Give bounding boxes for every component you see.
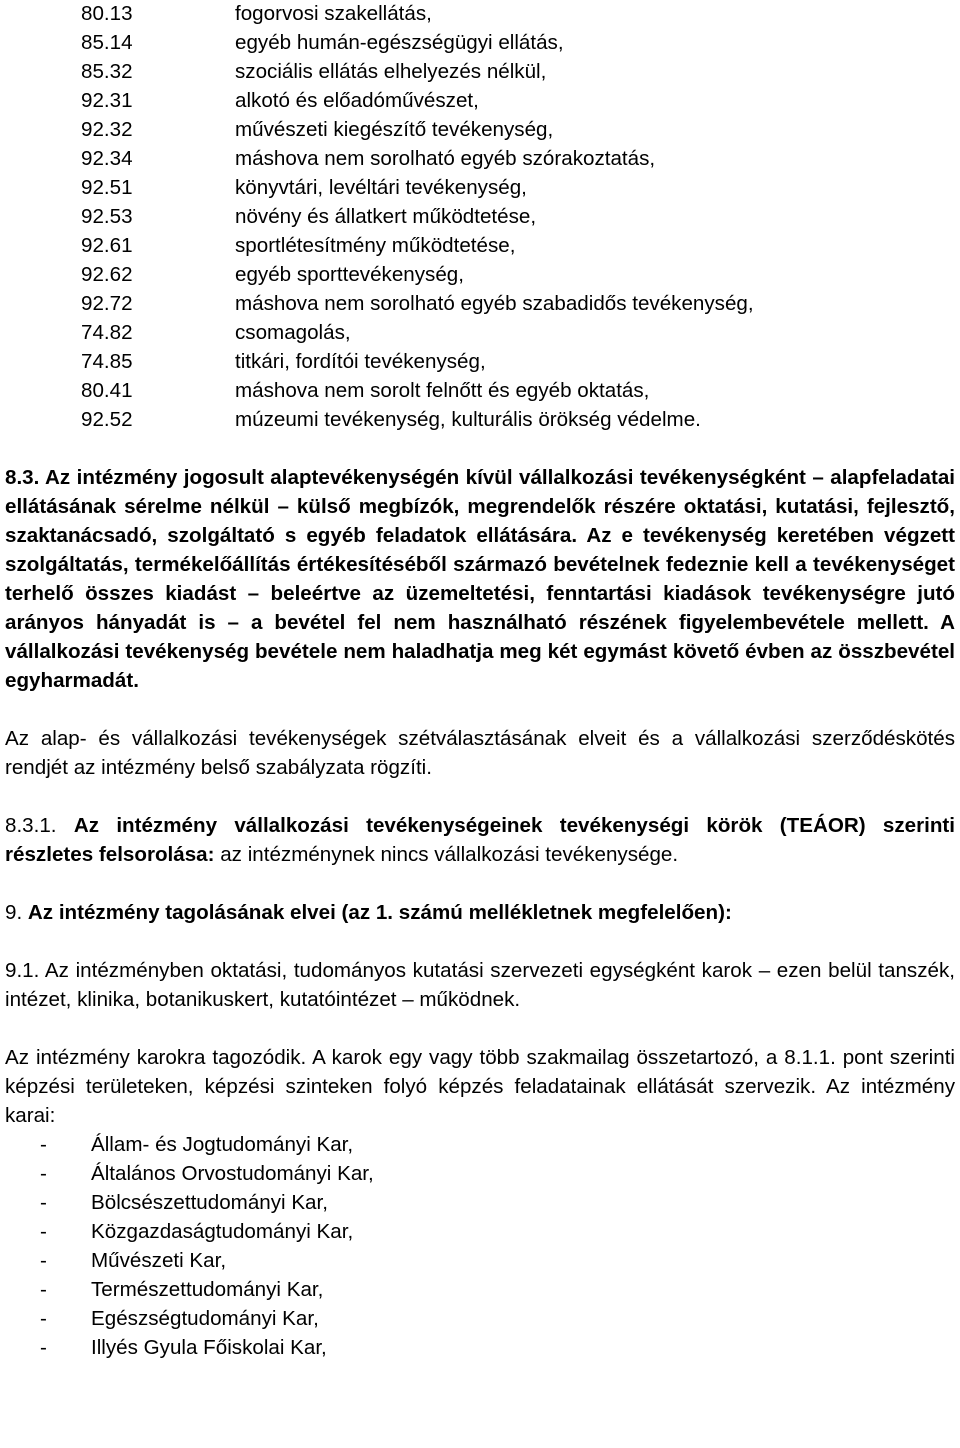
- activity-label: könyvtári, levéltári tevékenység,: [235, 176, 527, 199]
- list-dash: -: [40, 1307, 47, 1330]
- activity-code-row: [81, 260, 955, 289]
- activity-label: máshova nem sorolt felnőtt és egyéb oktatás,: [235, 379, 650, 402]
- spacer: [5, 695, 955, 724]
- activity-code-row: [81, 347, 955, 376]
- activity-label: múzeumi tevékenység, kulturális örökség védelme.: [235, 408, 701, 431]
- activity-code-row: [81, 86, 955, 115]
- list-dash: -: [40, 1278, 47, 1301]
- activity-code: 85.32: [81, 60, 133, 83]
- activity-label: növény és állatkert működtetése,: [235, 205, 537, 228]
- activity-code: 92.61: [81, 234, 133, 257]
- activity-label: fogorvosi szakellátás,: [235, 2, 432, 25]
- section-number: 9.1.: [5, 959, 40, 982]
- activity-code: 92.62: [81, 263, 133, 286]
- activity-code-row: [81, 28, 955, 57]
- activity-code: 92.32: [81, 118, 133, 141]
- activity-label: művészeti kiegészítő tevékenység,: [235, 118, 554, 141]
- separation-paragraph: Az alap- és vállalkozási tevékenységek szétválasztásának elveit és a vállalkozási szerződéskötés rendjét az intézmény belső szabályzata rögzíti.: [5, 727, 955, 779]
- activity-code-row: [81, 202, 955, 231]
- activity-code-row: [81, 231, 955, 260]
- activity-code-row: [81, 0, 955, 28]
- faculty-name: Egészségtudományi Kar,: [91, 1307, 319, 1330]
- list-item: [5, 1188, 955, 1217]
- list-dash: -: [40, 1249, 47, 1272]
- spacer: [5, 927, 955, 956]
- activity-code: 92.51: [81, 176, 133, 199]
- faculty-name: Állam- és Jogtudományi Kar,: [91, 1133, 354, 1156]
- activity-code-row: [81, 289, 955, 318]
- activity-code: 92.31: [81, 89, 133, 112]
- list-item: [5, 1217, 955, 1246]
- spacer: [5, 782, 955, 811]
- activity-code-row: [81, 144, 955, 173]
- activity-code: 80.41: [81, 379, 133, 402]
- section-9-1-text: Az intézményben oktatási, tudományos kutatási szervezeti egységként karok – ezen belül tanszék, intézet, klinika, botanikuskert, kutatóintézet – működnek.: [5, 959, 955, 1011]
- section-8-3-1-heading: Az intézmény vállalkozási tevékenységeinek tevékenységi körök (TEÁOR) szerinti részletes felsorolása:: [5, 814, 955, 866]
- faculties-paragraph: Az intézmény karokra tagozódik. A karok egy vagy több szakmailag összetartozó, a 8.1.1. pont szerinti képzési területeken, képzési szinteken folyó képzés feladatainak ellátását szervezik. Az intézmény karai:: [5, 1046, 955, 1127]
- list-dash: -: [40, 1162, 47, 1185]
- activity-label: máshova nem sorolható egyéb szabadidős tevékenység,: [235, 292, 754, 315]
- spacer: [5, 1014, 955, 1043]
- activity-code-row: [81, 115, 955, 144]
- list-item: [5, 1333, 955, 1362]
- activity-label: egyéb sporttevékenység,: [235, 263, 464, 286]
- list-dash: -: [40, 1133, 47, 1156]
- section-9-title: Az intézmény tagolásának elvei (az 1. számú mellékletnek megfelelően):: [27, 901, 732, 924]
- activity-label: sportlétesítmény működtetése,: [235, 234, 516, 257]
- activity-code-row: [81, 405, 955, 434]
- activity-code: 80.13: [81, 2, 133, 25]
- section-9-heading: [5, 898, 955, 927]
- activity-code-row: [81, 318, 955, 347]
- activity-code: 92.53: [81, 205, 133, 228]
- activity-code-row: [81, 173, 955, 202]
- faculty-name: Általános Orvostudományi Kar,: [91, 1162, 374, 1185]
- activity-code-row: [81, 57, 955, 86]
- list-item: [5, 1275, 955, 1304]
- section-9-1-paragraph: [5, 956, 955, 1014]
- activity-code-row: [81, 376, 955, 405]
- section-number: 9.: [5, 901, 23, 924]
- list-item: [5, 1246, 955, 1275]
- list-item: [5, 1304, 955, 1333]
- faculty-name: Bölcsészettudományi Kar,: [91, 1191, 328, 1214]
- activity-label: egyéb humán-egészségügyi ellátás,: [235, 31, 564, 54]
- activity-label: csomagolás,: [235, 321, 351, 344]
- faculty-name: Közgazdaságtudományi Kar,: [91, 1220, 354, 1243]
- section-number: 8.3.: [5, 466, 40, 489]
- document-page: [5, 0, 955, 1362]
- activity-code: 74.85: [81, 350, 133, 373]
- section-number: 8.3.1.: [5, 814, 57, 837]
- activity-code: 74.82: [81, 321, 133, 344]
- list-item: [5, 1130, 955, 1159]
- activity-code: 92.72: [81, 292, 133, 315]
- section-8-3-1-text: az intézménynek nincs vállalkozási tevékenysége.: [220, 843, 679, 866]
- faculty-name: Természettudományi Kar,: [91, 1278, 324, 1301]
- activity-label: szociális ellátás elhelyezés nélkül,: [235, 60, 547, 83]
- spacer: [5, 434, 955, 463]
- activity-code: 92.34: [81, 147, 133, 170]
- activity-code: 85.14: [81, 31, 133, 54]
- activity-code: 92.52: [81, 408, 133, 431]
- list-dash: -: [40, 1336, 47, 1359]
- faculty-name: Illyés Gyula Főiskolai Kar,: [91, 1336, 327, 1359]
- spacer: [5, 869, 955, 898]
- activity-label: titkári, fordítói tevékenység,: [235, 350, 486, 373]
- list-item: [5, 1159, 955, 1188]
- section-8-3-paragraph: [5, 463, 955, 695]
- activity-code-list: [5, 0, 955, 434]
- list-dash: -: [40, 1191, 47, 1214]
- faculty-name: Művészeti Kar,: [91, 1249, 227, 1272]
- section-8-3-text: Az intézmény jogosult alaptevékenységén kívül vállalkozási tevékenységként – alapfeladatai ellátásának sérelme nélkül – külső megbízók, megrendelők részére oktatási, kutatási, fejlesztő, szaktanácsadó, szolgáltató s egyéb feladatok ellátására. Az e tevékenység keretében végzett szolgáltatás, termékelőállítás értékesítéséből származó bevételnek fedeznie kell a tevékenységet terhelő összes kiadást – beleértve az üzemeltetési, fenntartási kiadások tevékenységre jutó arányos hányadát is – a bevétel fel nem használható részének figyelembevétele mellett. A vállalkozási tevékenység bevétele nem haladhatja meg két egymást követő évben az összbevétel egyharmadát.: [5, 466, 955, 692]
- activity-label: alkotó és előadóművészet,: [235, 89, 479, 112]
- section-8-3-1-paragraph: [5, 811, 955, 869]
- activity-label: máshova nem sorolható egyéb szórakoztatás,: [235, 147, 656, 170]
- list-dash: -: [40, 1220, 47, 1243]
- faculty-list: [5, 1130, 955, 1362]
